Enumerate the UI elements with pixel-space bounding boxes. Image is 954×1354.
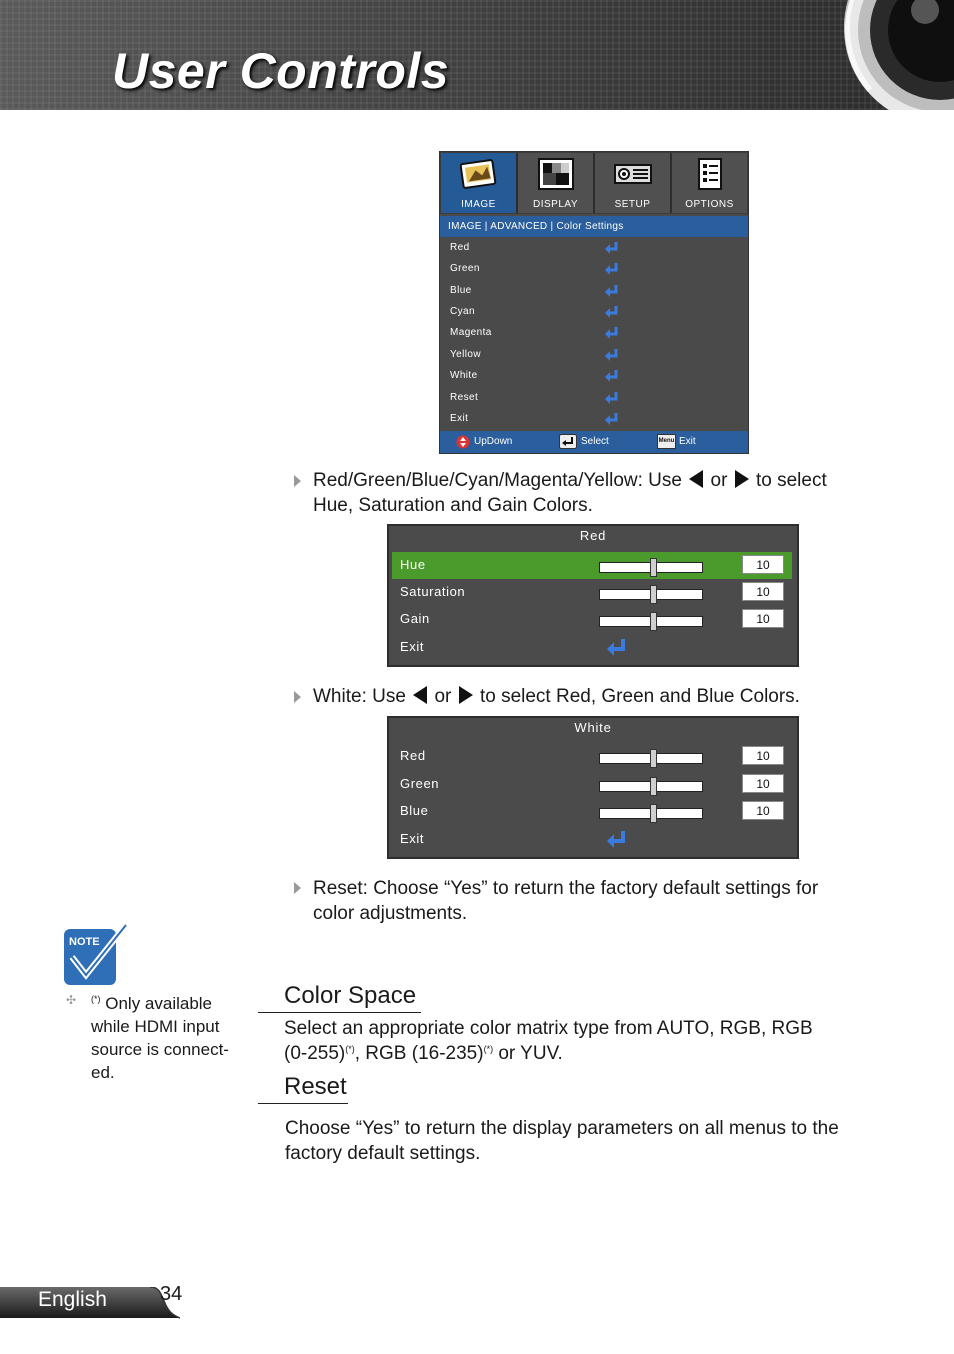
row-label: Blue <box>400 803 429 818</box>
osd-breadcrumb: IMAGE | ADVANCED | Color Settings <box>440 216 748 237</box>
reset-heading <box>258 1073 348 1104</box>
note-sup: (*) <box>91 994 101 1004</box>
white-adjust-panel <box>387 716 799 859</box>
enter-icon <box>604 241 620 255</box>
footer-updown-label: UpDown <box>474 436 513 447</box>
body-line: factory default settings. <box>285 1143 481 1164</box>
saturation-slider[interactable] <box>599 589 703 600</box>
osd-item-cyan[interactable]: Cyan <box>450 306 475 317</box>
bullet-text: Reset: Choose “Yes” to return the factory default settings for <box>313 878 819 899</box>
bullet-text: to select Red, Green and Blue Colors. <box>479 686 800 707</box>
bullet-text: or <box>434 686 452 707</box>
tab-options[interactable] <box>672 153 747 213</box>
osd-item-green[interactable]: Green <box>450 263 480 274</box>
page-number: 34 <box>160 1283 183 1305</box>
note-icon <box>64 923 128 987</box>
bullet-marker <box>294 475 301 487</box>
panel-title: White <box>574 720 612 735</box>
panel-row-red[interactable] <box>392 743 792 770</box>
osd-item-white[interactable]: White <box>450 370 478 381</box>
blue-value: 10 <box>742 801 784 820</box>
bullet-rgbcmy <box>313 468 827 518</box>
tab-image-label: IMAGE <box>461 199 496 210</box>
enter-icon <box>604 284 620 298</box>
bullet-text: color adjustments. <box>313 903 468 924</box>
enter-icon <box>604 348 620 362</box>
heading-text: Color Space <box>284 982 417 1009</box>
bullet-marker <box>294 882 301 894</box>
osd-tab-bar <box>440 152 748 214</box>
osd-item-magenta[interactable]: Magenta <box>450 327 492 338</box>
green-value: 10 <box>742 774 784 793</box>
red-slider[interactable] <box>599 753 703 764</box>
updown-icon <box>456 435 470 449</box>
panel-title: Red <box>579 528 607 543</box>
enter-icon <box>604 412 620 426</box>
page-header <box>0 0 954 110</box>
slider-thumb[interactable] <box>650 612 657 631</box>
green-slider[interactable] <box>599 781 703 792</box>
gain-value: 10 <box>742 609 784 628</box>
hue-slider[interactable] <box>599 562 703 573</box>
enter-icon <box>604 305 620 319</box>
body-line: or YUV. <box>493 1043 563 1064</box>
note-line: source is connect- <box>91 1040 229 1059</box>
enter-icon <box>606 829 628 849</box>
footnote-mark: (*) <box>483 1044 494 1054</box>
note-bullet-icon: ✣ <box>66 993 77 1007</box>
tab-display[interactable] <box>518 153 595 213</box>
slider-thumb[interactable] <box>650 777 657 796</box>
panel-row-green[interactable] <box>392 771 792 798</box>
saturation-value: 10 <box>742 582 784 601</box>
enter-icon <box>604 262 620 276</box>
right-arrow-icon <box>459 686 473 704</box>
color-space-heading <box>258 982 421 1013</box>
tab-options-label: OPTIONS <box>685 199 734 210</box>
slider-thumb[interactable] <box>650 749 657 768</box>
display-tab-icon <box>537 158 575 190</box>
enter-icon <box>606 637 628 657</box>
page-title: User Controls <box>112 43 450 99</box>
enter-icon <box>604 391 620 405</box>
blue-slider[interactable] <box>599 808 703 819</box>
bullet-text: or <box>710 470 728 491</box>
bullet-marker <box>294 691 301 703</box>
red-adjust-panel <box>387 524 799 667</box>
right-arrow-icon <box>735 470 749 488</box>
row-label: Hue <box>400 557 426 572</box>
note-line: Only available <box>105 994 213 1013</box>
footnote-mark: (*) <box>345 1044 355 1054</box>
osd-item-exit[interactable]: Exit <box>450 413 469 424</box>
left-arrow-icon <box>413 686 427 704</box>
osd-color-settings-menu <box>439 151 749 454</box>
osd-item-blue[interactable]: Blue <box>450 285 472 296</box>
footer-exit-label: Exit <box>679 436 696 447</box>
panel-row-blue[interactable] <box>392 798 792 825</box>
footer-language: English <box>38 1288 107 1311</box>
body-line: Select an appropriate color matrix type from AUTO, RGB, RGB <box>284 1018 813 1039</box>
color-space-description <box>284 1016 894 1066</box>
osd-item-red[interactable]: Red <box>450 242 470 253</box>
tab-setup[interactable] <box>595 153 672 213</box>
image-tab-icon <box>460 158 498 190</box>
row-label: Exit <box>400 831 425 846</box>
footer-select-label: Select <box>581 436 609 447</box>
body-line: (0-255) <box>284 1043 346 1064</box>
panel-row-gain[interactable] <box>392 606 792 633</box>
panel-row-exit[interactable] <box>392 634 792 661</box>
slider-thumb[interactable] <box>650 558 657 577</box>
bullet-text: Red/Green/Blue/Cyan/Magenta/Yellow: Use <box>313 470 682 491</box>
row-label: Exit <box>400 639 425 654</box>
row-label: Red <box>400 748 426 763</box>
panel-row-exit[interactable] <box>392 826 792 853</box>
select-icon <box>559 434 577 449</box>
slider-thumb[interactable] <box>650 804 657 823</box>
bullet-text: White: Use <box>313 686 406 707</box>
row-label: Gain <box>400 611 430 626</box>
heading-text: Reset <box>284 1073 347 1100</box>
left-arrow-icon <box>689 470 703 488</box>
tab-image[interactable] <box>441 153 518 213</box>
osd-footer <box>440 431 748 453</box>
hue-value: 10 <box>742 555 784 574</box>
note-line: ed. <box>91 1063 115 1082</box>
bullet-text: to select <box>755 470 827 491</box>
projector-lens-image <box>800 0 954 110</box>
osd-item-reset[interactable]: Reset <box>450 392 479 403</box>
red-value: 10 <box>742 746 784 765</box>
tab-display-label: DISPLAY <box>533 199 578 210</box>
bullet-text: Hue, Saturation and Gain Colors. <box>313 495 593 516</box>
bullet-white <box>313 684 800 709</box>
note-line: while HDMI input <box>91 1017 220 1036</box>
note-text <box>91 992 251 1084</box>
row-label: Saturation <box>400 584 466 599</box>
osd-item-yellow[interactable]: Yellow <box>450 349 481 360</box>
panel-row-hue[interactable] <box>392 552 792 579</box>
body-line: , RGB (16-235) <box>354 1043 484 1064</box>
row-label: Green <box>400 776 440 791</box>
tab-setup-label: SETUP <box>614 199 651 210</box>
gain-slider[interactable] <box>599 616 703 627</box>
note-label: NOTE <box>69 936 100 948</box>
enter-icon <box>604 326 620 340</box>
body-line: Choose “Yes” to return the display parameters on all menus to the <box>285 1118 839 1139</box>
enter-icon <box>604 369 620 383</box>
options-tab-icon <box>691 158 729 190</box>
panel-row-saturation[interactable] <box>392 579 792 606</box>
menu-key-icon: Menu <box>657 434 676 449</box>
setup-tab-icon <box>614 158 652 190</box>
bullet-reset <box>313 876 818 926</box>
reset-description <box>285 1116 895 1166</box>
slider-thumb[interactable] <box>650 585 657 604</box>
